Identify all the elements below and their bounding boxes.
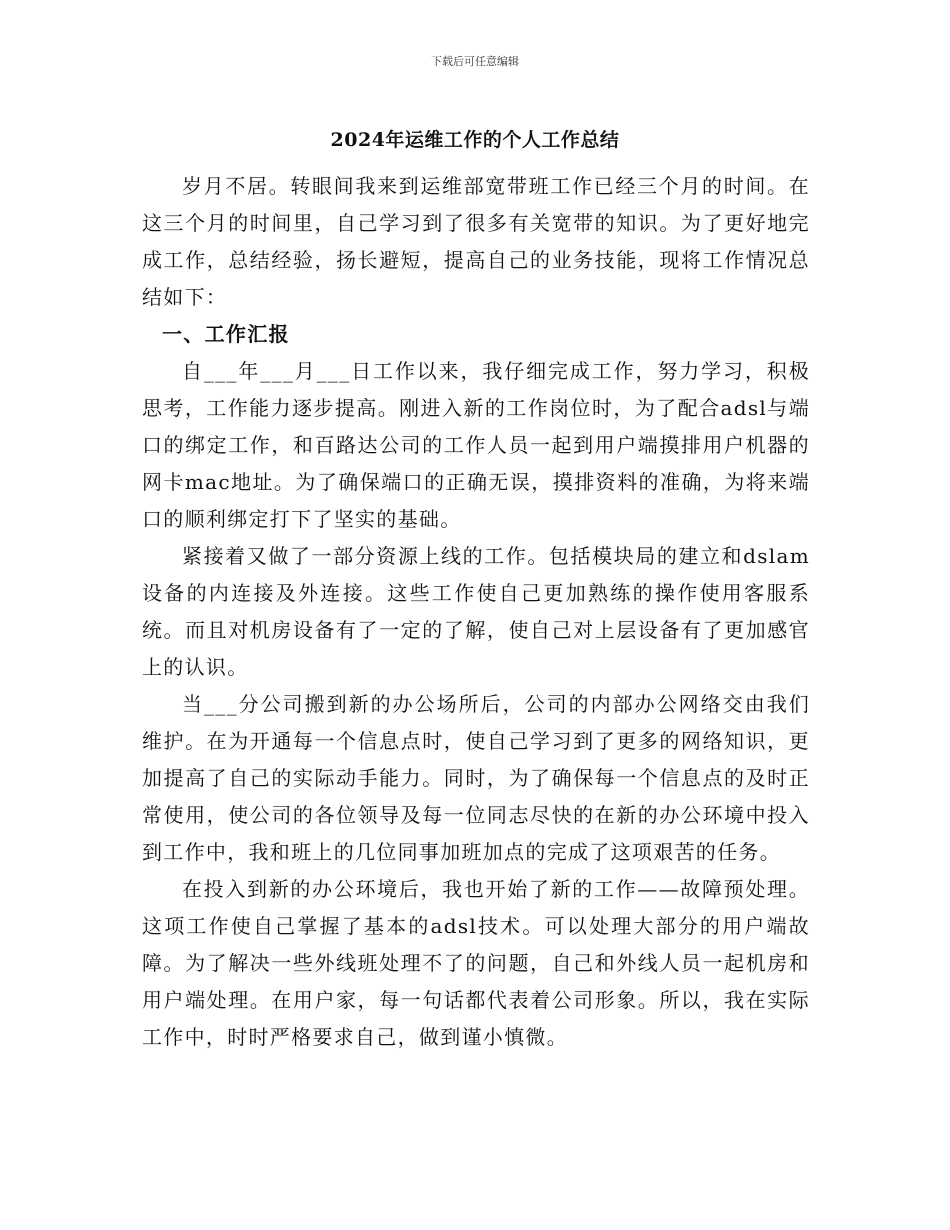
page-header-note: 下载后可任意编辑 <box>431 55 519 68</box>
document-title: 2024年运维工作的个人工作总结 <box>330 129 620 151</box>
document-body <box>142 168 810 1056</box>
section-heading: 一、工作汇报 <box>162 322 290 346</box>
body-paragraph: 自___年___月___日工作以来，我仔细完成工作，努力学习，积极思考，工作能力逐步提高。刚进入新的工作岗位时，为了配合adsl与端口的绑定工作，和百路达公司的工作人员一起到用户端摸排用户机器的网卡mac地址。为了确保端口的正确无误，摸排资料的准确，为将来端口的顺利绑定打下了坚实的基础。 <box>142 359 810 531</box>
intro-paragraph: 岁月不居。转眼间我来到运维部宽带班工作已经三个月的时间。在这三个月的时间里，自己学习到了很多有关宽带的知识。为了更好地完成工作，总结经验，扬长避短，提高自己的业务技能，现将工作情况总结如下： <box>142 174 810 309</box>
body-paragraph: 当___分公司搬到新的办公场所后，公司的内部办公网络交由我们维护。在为开通每一个信息点时，使自己学习到了更多的网络知识，更加提高了自己的实际动手能力。同时，为了确保每一个信息点的及时正常使用，使公司的各位领导及每一位同志尽快的在新的办公环境中投入到工作中，我和班上的几位同事加班加点的完成了这项艰苦的任务。 <box>142 692 810 864</box>
body-paragraph: 在投入到新的办公环境后，我也开始了新的工作——故障预处理。这项工作使自己掌握了基本的adsl技术。可以处理大部分的用户端故障。为了解决一些外线班处理不了的问题，自己和外线人员一起机房和用户端处理。在用户家，每一句话都代表着公司形象。所以，我在实际工作中，时时严格要求自己，做到谨小慎微。 <box>142 877 810 1049</box>
body-paragraph: 紧接着又做了一部分资源上线的工作。包括模块局的建立和dslam设备的内连接及外连接。这些工作使自己更加熟练的操作使用客服系统。而且对机房设备有了一定的了解，使自己对上层设备有了更加感官上的认识。 <box>142 544 810 679</box>
